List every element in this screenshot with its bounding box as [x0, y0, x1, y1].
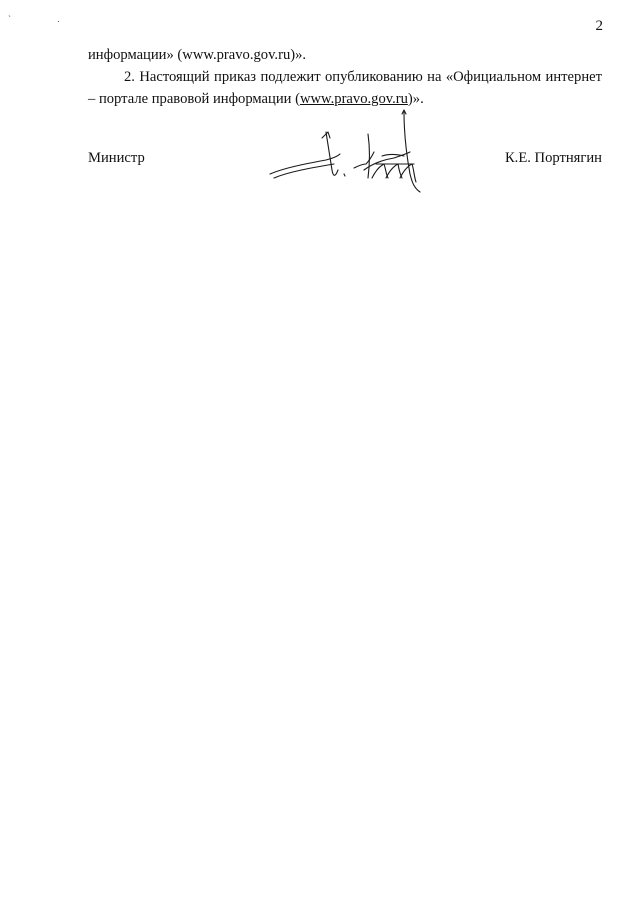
paragraph-publication-order [88, 66, 602, 110]
page-number: 2 [595, 18, 603, 34]
paragraph-continuation: информации» (www.pravo.gov.ru)». [88, 47, 307, 63]
signatory-name: К.Е. Портнягин [504, 150, 602, 166]
scan-artifact-marks: ` . [8, 14, 82, 24]
pravo-gov-link[interactable]: www.pravo.gov.ru [299, 91, 408, 107]
document-body [88, 44, 602, 110]
paragraph-text-start: 2. Настоящий приказ подлежит опубликованию на «Официальном интернет – портале правовой информации ( [88, 69, 602, 107]
signatory-title: Министр [88, 150, 145, 166]
paragraph-text-end: )». [407, 91, 424, 107]
signature-block [88, 150, 602, 174]
